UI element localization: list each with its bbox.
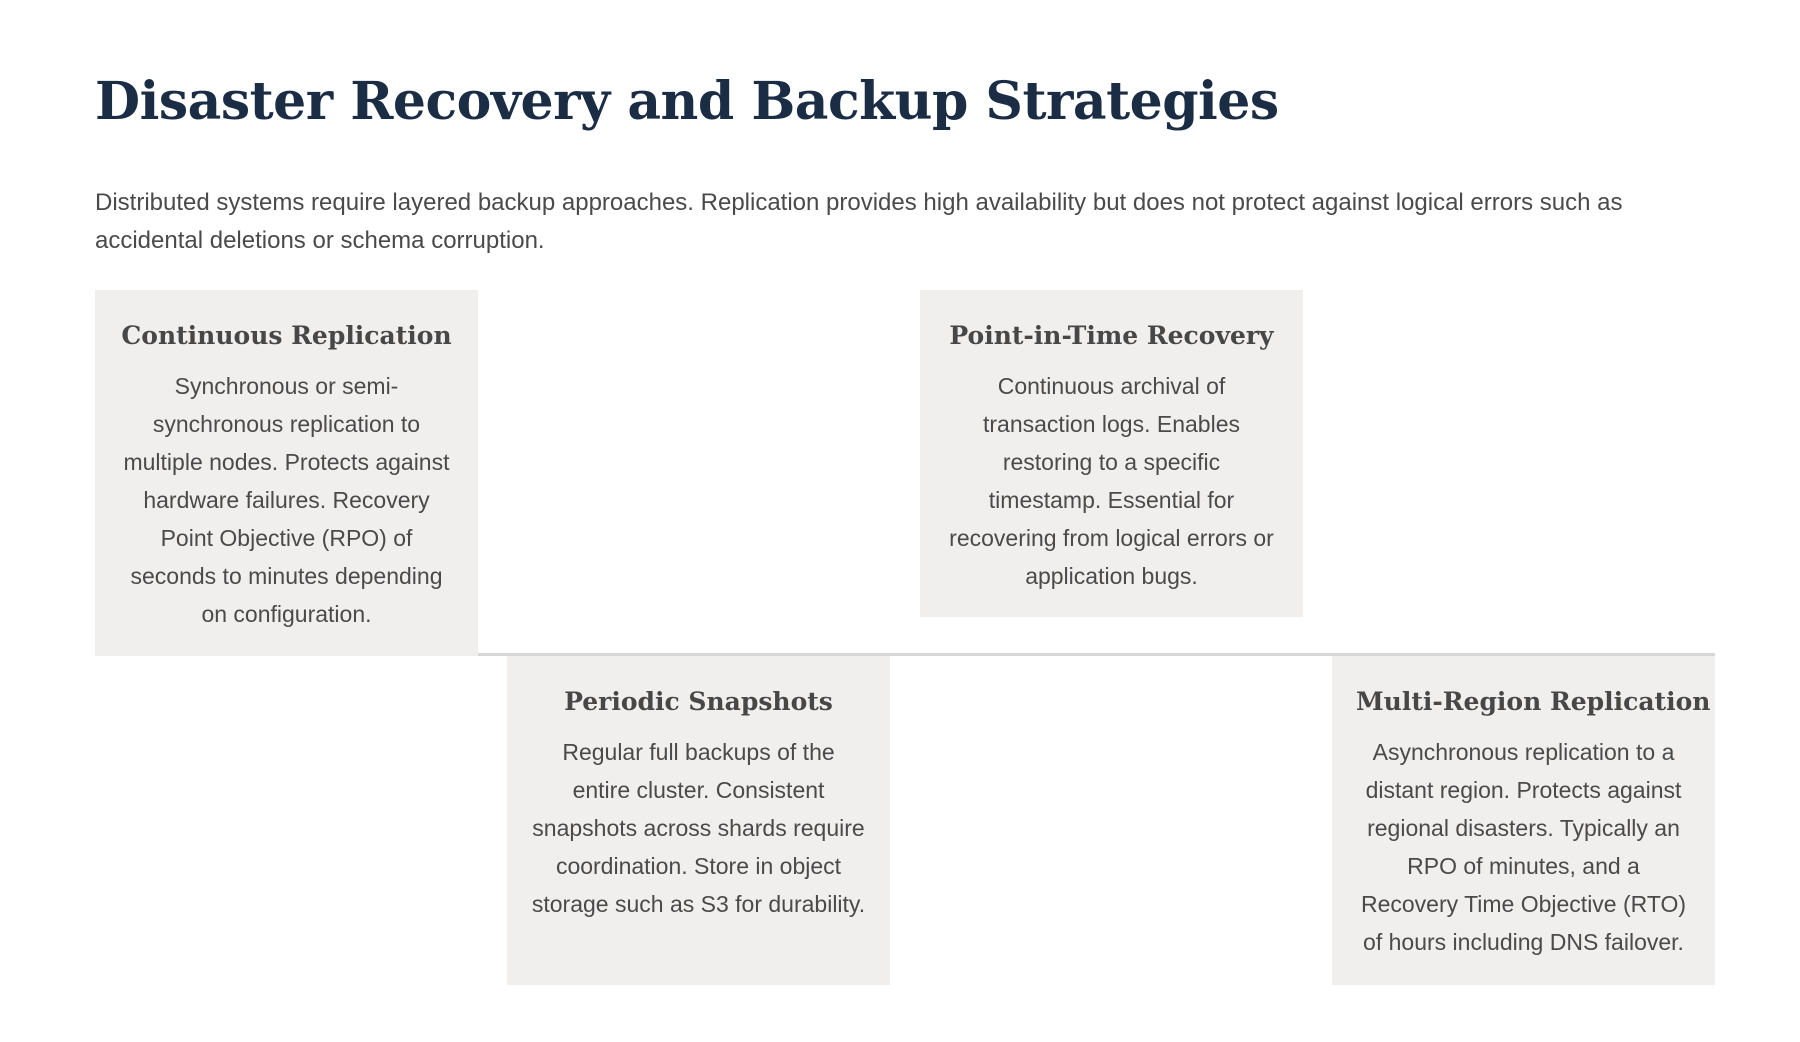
card-body: Continuous archival of transaction logs. Enables restoring to a specific timestamp. Essential for recovering from logical errors or application bugs. [949,373,1274,589]
card-heading: Multi-Region Replication [1356,687,1711,716]
strategy-card-periodic-snapshots [507,656,890,985]
card-body: Synchronous or semi-synchronous replication to multiple nodes. Protects against hardware failures. Recovery Point Objective (RPO) of seconds to minutes depending on configuration. [123,373,450,627]
card-heading: Continuous Replication [121,321,452,350]
card-heading: Periodic Snapshots [564,687,833,716]
strategy-card-point-in-time-recovery [920,290,1303,617]
page-title: Disaster Recovery and Backup Strategies [95,71,1279,132]
strategy-card-multi-region-replication [1332,656,1715,985]
strategy-card-continuous-replication [95,290,478,656]
card-body: Regular full backups of the entire cluster. Consistent snapshots across shards require coordination. Store in object storage such as S3 for durability. [531,739,866,917]
card-heading: Point-in-Time Recovery [949,321,1274,350]
card-body: Asynchronous replication to a distant region. Protects against regional disasters. Typically an RPO of minutes, and a Recovery Time Objective (RTO) of hours including DNS failover. [1360,739,1687,955]
intro-paragraph: Distributed systems require layered backup approaches. Replication provides high availability but does not protect against logical errors such as accidental deletions or schema corruption. [95,189,1623,254]
